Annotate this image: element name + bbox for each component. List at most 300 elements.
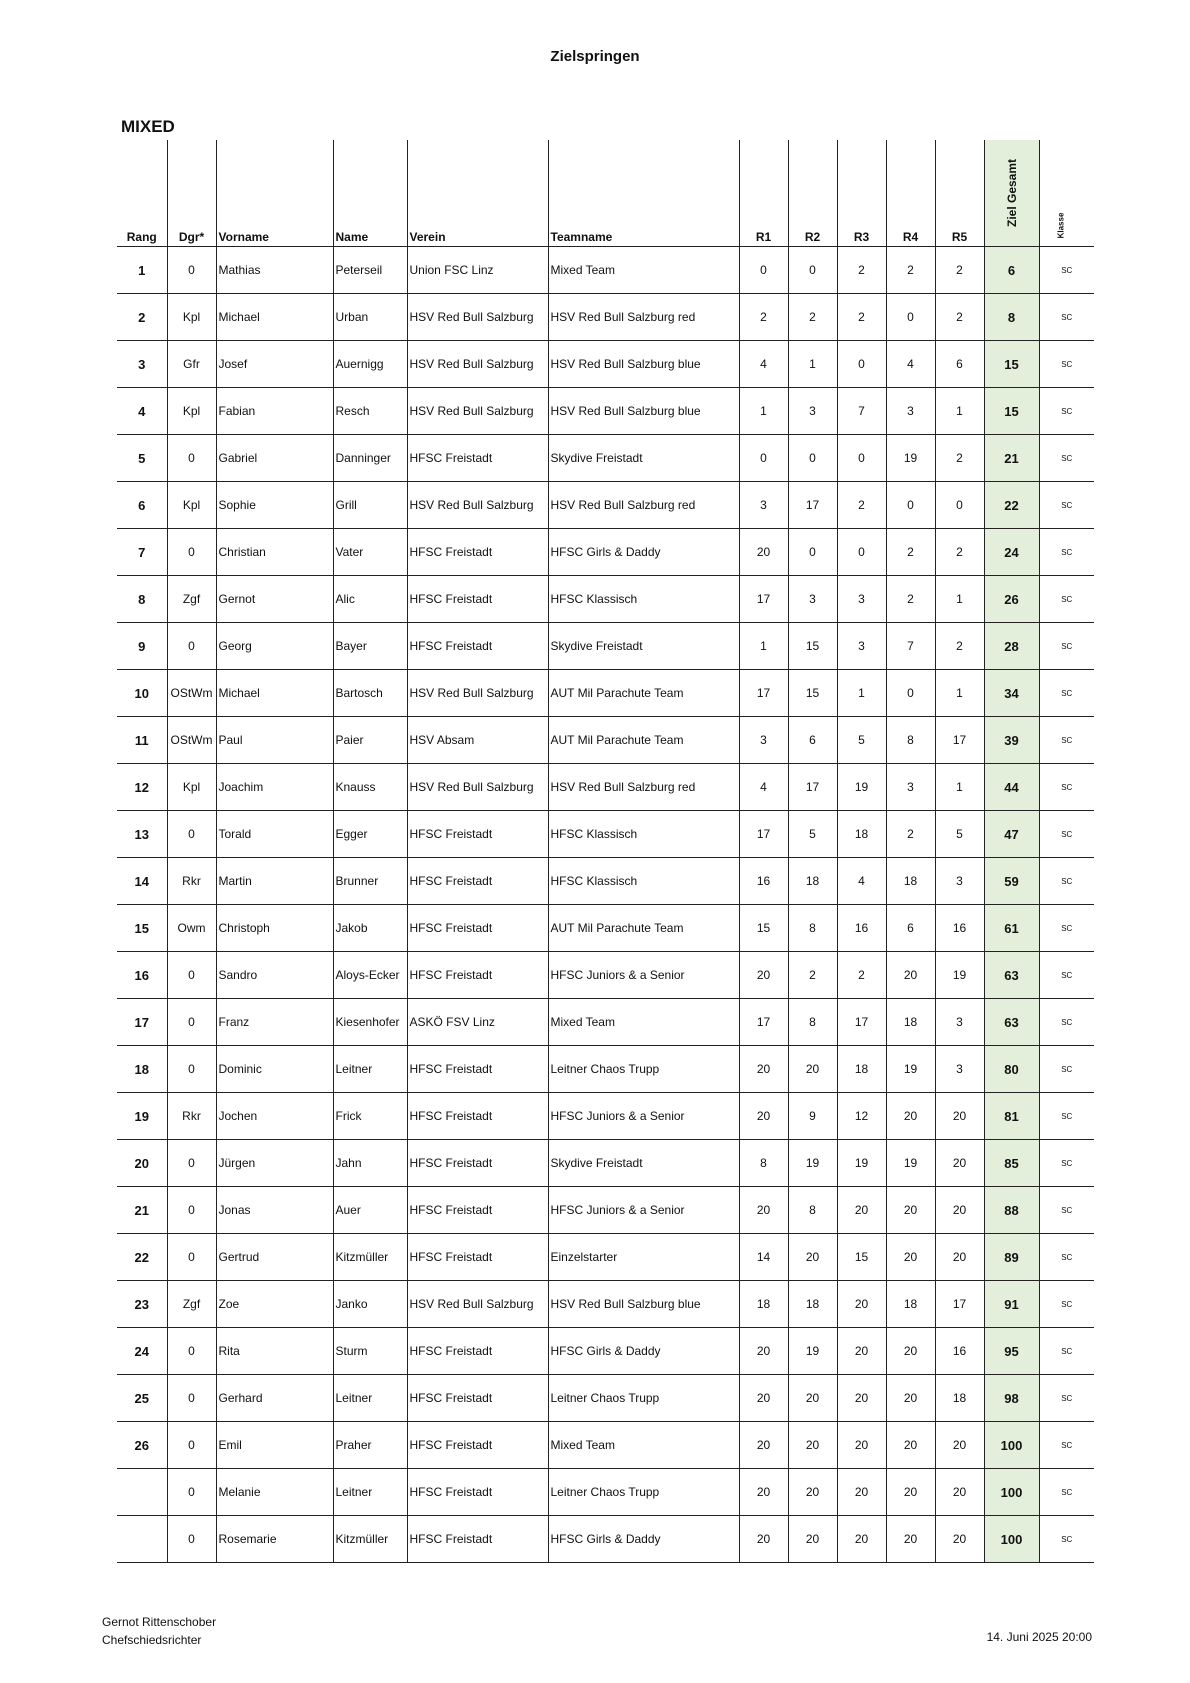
cell-verein: HSV Red Bull Salzburg xyxy=(407,294,548,341)
cell-klasse: SC xyxy=(1039,1281,1094,1328)
cell-name: Janko xyxy=(333,1281,407,1328)
cell-klasse: SC xyxy=(1039,1422,1094,1469)
cell-name: Praher xyxy=(333,1422,407,1469)
cell-r5: 0 xyxy=(935,482,984,529)
cell-r1: 3 xyxy=(739,482,788,529)
cell-name: Frick xyxy=(333,1093,407,1140)
cell-verein: HSV Red Bull Salzburg xyxy=(407,764,548,811)
cell-r4: 7 xyxy=(886,623,935,670)
cell-rang: 16 xyxy=(134,967,149,983)
table-row xyxy=(117,1093,1094,1140)
cell-r2: 15 xyxy=(788,623,837,670)
cell-r2: 17 xyxy=(788,764,837,811)
cell-verein: HFSC Freistadt xyxy=(407,858,548,905)
header-rang: Rang xyxy=(126,230,157,244)
cell-r5: 3 xyxy=(935,999,984,1046)
cell-rang: 2 xyxy=(138,309,146,325)
cell-total: 15 xyxy=(984,341,1039,388)
cell-vorname: Sandro xyxy=(216,952,333,999)
cell-r2: 19 xyxy=(788,1140,837,1187)
cell-verein: HFSC Freistadt xyxy=(407,1516,548,1563)
cell-verein: HSV Red Bull Salzburg xyxy=(407,341,548,388)
cell-klasse: SC xyxy=(1039,1469,1094,1516)
cell-r4: 6 xyxy=(886,905,935,952)
table-row xyxy=(117,435,1094,482)
cell-r4: 4 xyxy=(886,341,935,388)
cell-klasse: SC xyxy=(1039,341,1094,388)
cell-dgr: OStWm xyxy=(167,670,216,717)
cell-r2: 2 xyxy=(788,294,837,341)
cell-vorname: Rita xyxy=(216,1328,333,1375)
cell-dgr: OStWm xyxy=(167,717,216,764)
cell-klasse: SC xyxy=(1039,1375,1094,1422)
cell-teamname: HSV Red Bull Salzburg blue xyxy=(548,341,739,388)
table-row xyxy=(117,388,1094,435)
cell-rang: 15 xyxy=(134,920,149,936)
cell-r4: 20 xyxy=(886,1469,935,1516)
cell-klasse: SC xyxy=(1039,952,1094,999)
cell-r3: 2 xyxy=(837,294,886,341)
cell-verein: HSV Red Bull Salzburg xyxy=(407,1281,548,1328)
cell-name: Bartosch xyxy=(333,670,407,717)
cell-name: Resch xyxy=(333,388,407,435)
cell-r1: 15 xyxy=(739,905,788,952)
cell-r2: 8 xyxy=(788,1187,837,1234)
cell-name: Urban xyxy=(333,294,407,341)
cell-r1: 3 xyxy=(739,717,788,764)
header-r2: R2 xyxy=(788,140,837,247)
cell-vorname: Rosemarie xyxy=(216,1516,333,1563)
cell-r4: 0 xyxy=(886,294,935,341)
cell-name: Alic xyxy=(333,576,407,623)
cell-r2: 2 xyxy=(788,952,837,999)
table-row xyxy=(117,1187,1094,1234)
cell-vorname: Joachim xyxy=(216,764,333,811)
cell-r3: 2 xyxy=(837,952,886,999)
cell-total: 81 xyxy=(984,1093,1039,1140)
cell-vorname: Gertrud xyxy=(216,1234,333,1281)
cell-r1: 20 xyxy=(739,952,788,999)
cell-vorname: Melanie xyxy=(216,1469,333,1516)
cell-r1: 17 xyxy=(739,999,788,1046)
cell-teamname: AUT Mil Parachute Team xyxy=(548,670,739,717)
cell-r1: 0 xyxy=(739,435,788,482)
header-name: Name xyxy=(333,140,407,247)
header-klasse-label: Klasse xyxy=(1055,212,1065,239)
cell-name: Jakob xyxy=(333,905,407,952)
cell-rang: 24 xyxy=(134,1343,149,1359)
cell-r3: 20 xyxy=(837,1328,886,1375)
cell-r5: 1 xyxy=(935,388,984,435)
cell-vorname: Torald xyxy=(216,811,333,858)
cell-rang: 3 xyxy=(138,356,146,372)
cell-klasse: SC xyxy=(1039,576,1094,623)
cell-name: Leitner xyxy=(333,1046,407,1093)
cell-klasse: SC xyxy=(1039,858,1094,905)
cell-total: 95 xyxy=(984,1328,1039,1375)
cell-r4: 20 xyxy=(886,1093,935,1140)
cell-r5: 20 xyxy=(935,1093,984,1140)
table-row xyxy=(117,717,1094,764)
cell-dgr: Zgf xyxy=(167,1281,216,1328)
table-row xyxy=(117,1375,1094,1422)
cell-r1: 17 xyxy=(739,670,788,717)
cell-r3: 4 xyxy=(837,858,886,905)
cell-dgr: 0 xyxy=(167,1375,216,1422)
cell-r2: 20 xyxy=(788,1234,837,1281)
cell-total: 39 xyxy=(984,717,1039,764)
cell-r5: 20 xyxy=(935,1422,984,1469)
cell-dgr: 0 xyxy=(167,435,216,482)
cell-r5: 3 xyxy=(935,1046,984,1093)
cell-dgr: 0 xyxy=(167,1469,216,1516)
cell-vorname: Paul xyxy=(216,717,333,764)
cell-name: Auernigg xyxy=(333,341,407,388)
cell-r4: 8 xyxy=(886,717,935,764)
results-table xyxy=(117,140,1094,1563)
cell-total: 100 xyxy=(984,1422,1039,1469)
cell-klasse: SC xyxy=(1039,435,1094,482)
cell-klasse: SC xyxy=(1039,811,1094,858)
cell-r5: 20 xyxy=(935,1187,984,1234)
cell-teamname: HFSC Juniors & a Senior xyxy=(548,1187,739,1234)
cell-vorname: Mathias xyxy=(216,247,333,294)
cell-klasse: SC xyxy=(1039,1046,1094,1093)
cell-verein: HSV Red Bull Salzburg xyxy=(407,388,548,435)
cell-total: 34 xyxy=(984,670,1039,717)
header-total xyxy=(984,140,1039,247)
cell-r1: 17 xyxy=(739,576,788,623)
cell-name: Grill xyxy=(333,482,407,529)
cell-rang: 20 xyxy=(134,1155,149,1171)
cell-r3: 0 xyxy=(837,341,886,388)
table-row xyxy=(117,341,1094,388)
cell-teamname: AUT Mil Parachute Team xyxy=(548,717,739,764)
cell-verein: HSV Red Bull Salzburg xyxy=(407,670,548,717)
table-row xyxy=(117,1281,1094,1328)
cell-r1: 20 xyxy=(739,529,788,576)
cell-dgr: Owm xyxy=(167,905,216,952)
cell-r5: 17 xyxy=(935,1281,984,1328)
cell-klasse: SC xyxy=(1039,1187,1094,1234)
header-r4: R4 xyxy=(886,140,935,247)
cell-name: Sturm xyxy=(333,1328,407,1375)
cell-r4: 2 xyxy=(886,576,935,623)
cell-klasse: SC xyxy=(1039,482,1094,529)
cell-r5: 6 xyxy=(935,341,984,388)
cell-total: 89 xyxy=(984,1234,1039,1281)
header-total-label: Ziel Gesamt xyxy=(1004,158,1019,228)
cell-r4: 20 xyxy=(886,952,935,999)
table-row xyxy=(117,1234,1094,1281)
cell-total: 80 xyxy=(984,1046,1039,1093)
cell-teamname: Leitner Chaos Trupp xyxy=(548,1046,739,1093)
header-klasse xyxy=(1039,140,1094,247)
cell-vorname: Gerhard xyxy=(216,1375,333,1422)
cell-vorname: Josef xyxy=(216,341,333,388)
cell-verein: HFSC Freistadt xyxy=(407,1328,548,1375)
cell-r4: 20 xyxy=(886,1234,935,1281)
cell-klasse: SC xyxy=(1039,529,1094,576)
cell-r3: 15 xyxy=(837,1234,886,1281)
cell-total: 100 xyxy=(984,1469,1039,1516)
cell-r5: 16 xyxy=(935,1328,984,1375)
cell-vorname: Gernot xyxy=(216,576,333,623)
cell-vorname: Georg xyxy=(216,623,333,670)
cell-rang: 7 xyxy=(138,544,146,560)
cell-r3: 3 xyxy=(837,623,886,670)
cell-teamname: HFSC Klassisch xyxy=(548,858,739,905)
cell-r5: 2 xyxy=(935,247,984,294)
cell-teamname: HFSC Klassisch xyxy=(548,811,739,858)
cell-r4: 3 xyxy=(886,764,935,811)
cell-klasse: SC xyxy=(1039,764,1094,811)
cell-klasse: SC xyxy=(1039,717,1094,764)
cell-klasse: SC xyxy=(1039,999,1094,1046)
cell-vorname: Dominic xyxy=(216,1046,333,1093)
cell-teamname: HFSC Juniors & a Senior xyxy=(548,952,739,999)
cell-verein: HFSC Freistadt xyxy=(407,576,548,623)
cell-name: Jahn xyxy=(333,1140,407,1187)
cell-r1: 1 xyxy=(739,388,788,435)
cell-r5: 1 xyxy=(935,576,984,623)
cell-r2: 15 xyxy=(788,670,837,717)
cell-r5: 19 xyxy=(935,952,984,999)
cell-r1: 20 xyxy=(739,1422,788,1469)
cell-dgr: 0 xyxy=(167,811,216,858)
table-row xyxy=(117,764,1094,811)
cell-dgr: Kpl xyxy=(167,482,216,529)
cell-name: Knauss xyxy=(333,764,407,811)
cell-vorname: Emil xyxy=(216,1422,333,1469)
cell-total: 21 xyxy=(984,435,1039,482)
cell-dgr: 0 xyxy=(167,623,216,670)
header-vorname: Vorname xyxy=(216,140,333,247)
cell-r2: 8 xyxy=(788,999,837,1046)
cell-dgr: 0 xyxy=(167,1046,216,1093)
cell-dgr: 0 xyxy=(167,1422,216,1469)
cell-r3: 18 xyxy=(837,1046,886,1093)
cell-r5: 20 xyxy=(935,1516,984,1563)
cell-teamname: HSV Red Bull Salzburg red xyxy=(548,482,739,529)
cell-r5: 2 xyxy=(935,294,984,341)
cell-dgr: 0 xyxy=(167,247,216,294)
cell-r1: 4 xyxy=(739,764,788,811)
cell-name: Leitner xyxy=(333,1375,407,1422)
cell-verein: ASKÖ FSV Linz xyxy=(407,999,548,1046)
cell-rang xyxy=(117,1516,167,1563)
cell-r1: 2 xyxy=(739,294,788,341)
cell-total: 47 xyxy=(984,811,1039,858)
cell-teamname: HSV Red Bull Salzburg red xyxy=(548,764,739,811)
cell-klasse: SC xyxy=(1039,1516,1094,1563)
cell-r5: 2 xyxy=(935,529,984,576)
cell-verein: HSV Red Bull Salzburg xyxy=(407,482,548,529)
cell-r5: 2 xyxy=(935,623,984,670)
cell-r4: 3 xyxy=(886,388,935,435)
cell-dgr: Gfr xyxy=(167,341,216,388)
cell-r3: 0 xyxy=(837,529,886,576)
table-row xyxy=(117,811,1094,858)
cell-klasse: SC xyxy=(1039,1140,1094,1187)
cell-teamname: Skydive Freistadt xyxy=(548,623,739,670)
cell-total: 59 xyxy=(984,858,1039,905)
cell-r2: 0 xyxy=(788,529,837,576)
cell-rang: 25 xyxy=(134,1390,149,1406)
cell-verein: HFSC Freistadt xyxy=(407,623,548,670)
cell-r5: 20 xyxy=(935,1469,984,1516)
table-row xyxy=(117,858,1094,905)
table-row xyxy=(117,529,1094,576)
cell-r4: 18 xyxy=(886,858,935,905)
cell-rang: 14 xyxy=(134,873,149,889)
cell-vorname: Michael xyxy=(216,670,333,717)
cell-rang: 4 xyxy=(138,403,146,419)
cell-r3: 0 xyxy=(837,435,886,482)
cell-r2: 5 xyxy=(788,811,837,858)
cell-klasse: SC xyxy=(1039,670,1094,717)
table-row xyxy=(117,1328,1094,1375)
cell-r4: 20 xyxy=(886,1187,935,1234)
cell-name: Kitzmüller xyxy=(333,1516,407,1563)
cell-verein: HSV Absam xyxy=(407,717,548,764)
cell-name: Aloys-Ecker xyxy=(333,952,407,999)
table-row xyxy=(117,1140,1094,1187)
cell-rang: 17 xyxy=(134,1014,149,1030)
cell-r4: 19 xyxy=(886,1140,935,1187)
cell-r5: 20 xyxy=(935,1140,984,1187)
cell-teamname: HFSC Girls & Daddy xyxy=(548,529,739,576)
cell-r2: 0 xyxy=(788,435,837,482)
cell-name: Kitzmüller xyxy=(333,1234,407,1281)
cell-r4: 20 xyxy=(886,1328,935,1375)
cell-r1: 20 xyxy=(739,1375,788,1422)
cell-klasse: SC xyxy=(1039,623,1094,670)
cell-total: 98 xyxy=(984,1375,1039,1422)
cell-r1: 1 xyxy=(739,623,788,670)
table-row xyxy=(117,1422,1094,1469)
table-row xyxy=(117,670,1094,717)
cell-teamname: Leitner Chaos Trupp xyxy=(548,1375,739,1422)
cell-rang: 9 xyxy=(138,638,146,654)
table-row xyxy=(117,1046,1094,1093)
cell-r1: 20 xyxy=(739,1187,788,1234)
cell-r5: 5 xyxy=(935,811,984,858)
cell-r3: 2 xyxy=(837,247,886,294)
cell-dgr: 0 xyxy=(167,529,216,576)
cell-klasse: SC xyxy=(1039,905,1094,952)
cell-r3: 18 xyxy=(837,811,886,858)
table-row xyxy=(117,952,1094,999)
cell-total: 8 xyxy=(984,294,1039,341)
cell-r3: 12 xyxy=(837,1093,886,1140)
table-row xyxy=(117,1469,1094,1516)
cell-vorname: Zoe xyxy=(216,1281,333,1328)
cell-r1: 20 xyxy=(739,1328,788,1375)
cell-verein: HFSC Freistadt xyxy=(407,1046,548,1093)
table-row xyxy=(117,1516,1094,1563)
cell-r2: 20 xyxy=(788,1046,837,1093)
cell-r4: 20 xyxy=(886,1375,935,1422)
cell-teamname: Skydive Freistadt xyxy=(548,1140,739,1187)
cell-dgr: 0 xyxy=(167,999,216,1046)
cell-r2: 18 xyxy=(788,1281,837,1328)
cell-rang: 6 xyxy=(138,497,146,513)
cell-verein: HFSC Freistadt xyxy=(407,1234,548,1281)
cell-r3: 20 xyxy=(837,1469,886,1516)
cell-name: Egger xyxy=(333,811,407,858)
cell-teamname: Leitner Chaos Trupp xyxy=(548,1469,739,1516)
cell-total: 28 xyxy=(984,623,1039,670)
cell-r3: 19 xyxy=(837,1140,886,1187)
cell-r5: 1 xyxy=(935,670,984,717)
cell-total: 63 xyxy=(984,999,1039,1046)
header-verein: Verein xyxy=(407,140,548,247)
cell-r5: 3 xyxy=(935,858,984,905)
cell-verein: HFSC Freistadt xyxy=(407,1187,548,1234)
cell-r3: 7 xyxy=(837,388,886,435)
cell-dgr: Rkr xyxy=(167,858,216,905)
cell-teamname: HFSC Klassisch xyxy=(548,576,739,623)
page-title: Zielspringen xyxy=(550,48,640,65)
cell-vorname: Martin xyxy=(216,858,333,905)
cell-r1: 14 xyxy=(739,1234,788,1281)
cell-total: 88 xyxy=(984,1187,1039,1234)
cell-total: 44 xyxy=(984,764,1039,811)
cell-r1: 8 xyxy=(739,1140,788,1187)
cell-r3: 20 xyxy=(837,1375,886,1422)
cell-total: 22 xyxy=(984,482,1039,529)
table-row xyxy=(117,905,1094,952)
cell-vorname: Jürgen xyxy=(216,1140,333,1187)
category-heading: MIXED xyxy=(121,117,175,136)
cell-rang: 5 xyxy=(138,450,146,466)
cell-teamname: HFSC Girls & Daddy xyxy=(548,1328,739,1375)
cell-rang: 11 xyxy=(134,732,149,748)
table-row xyxy=(117,576,1094,623)
cell-total: 6 xyxy=(984,247,1039,294)
header-r1: R1 xyxy=(739,140,788,247)
cell-rang: 12 xyxy=(134,779,149,795)
cell-r2: 17 xyxy=(788,482,837,529)
cell-r4: 20 xyxy=(886,1422,935,1469)
cell-name: Auer xyxy=(333,1187,407,1234)
cell-vorname: Christoph xyxy=(216,905,333,952)
cell-rang: 13 xyxy=(134,826,149,842)
cell-verein: HFSC Freistadt xyxy=(407,435,548,482)
cell-name: Vater xyxy=(333,529,407,576)
cell-r3: 1 xyxy=(837,670,886,717)
cell-verein: HFSC Freistadt xyxy=(407,1140,548,1187)
table-row xyxy=(117,482,1094,529)
cell-verein: HFSC Freistadt xyxy=(407,1422,548,1469)
cell-teamname: HFSC Juniors & a Senior xyxy=(548,1093,739,1140)
cell-klasse: SC xyxy=(1039,1328,1094,1375)
cell-vorname: Sophie xyxy=(216,482,333,529)
cell-total: 15 xyxy=(984,388,1039,435)
cell-r2: 1 xyxy=(788,341,837,388)
cell-r4: 19 xyxy=(886,1046,935,1093)
results-body xyxy=(117,247,1094,1563)
cell-r2: 8 xyxy=(788,905,837,952)
cell-total: 100 xyxy=(984,1516,1039,1563)
cell-vorname: Jonas xyxy=(216,1187,333,1234)
cell-verein: HFSC Freistadt xyxy=(407,1469,548,1516)
cell-r1: 16 xyxy=(739,858,788,905)
cell-r3: 3 xyxy=(837,576,886,623)
cell-r3: 20 xyxy=(837,1516,886,1563)
cell-r2: 0 xyxy=(788,247,837,294)
